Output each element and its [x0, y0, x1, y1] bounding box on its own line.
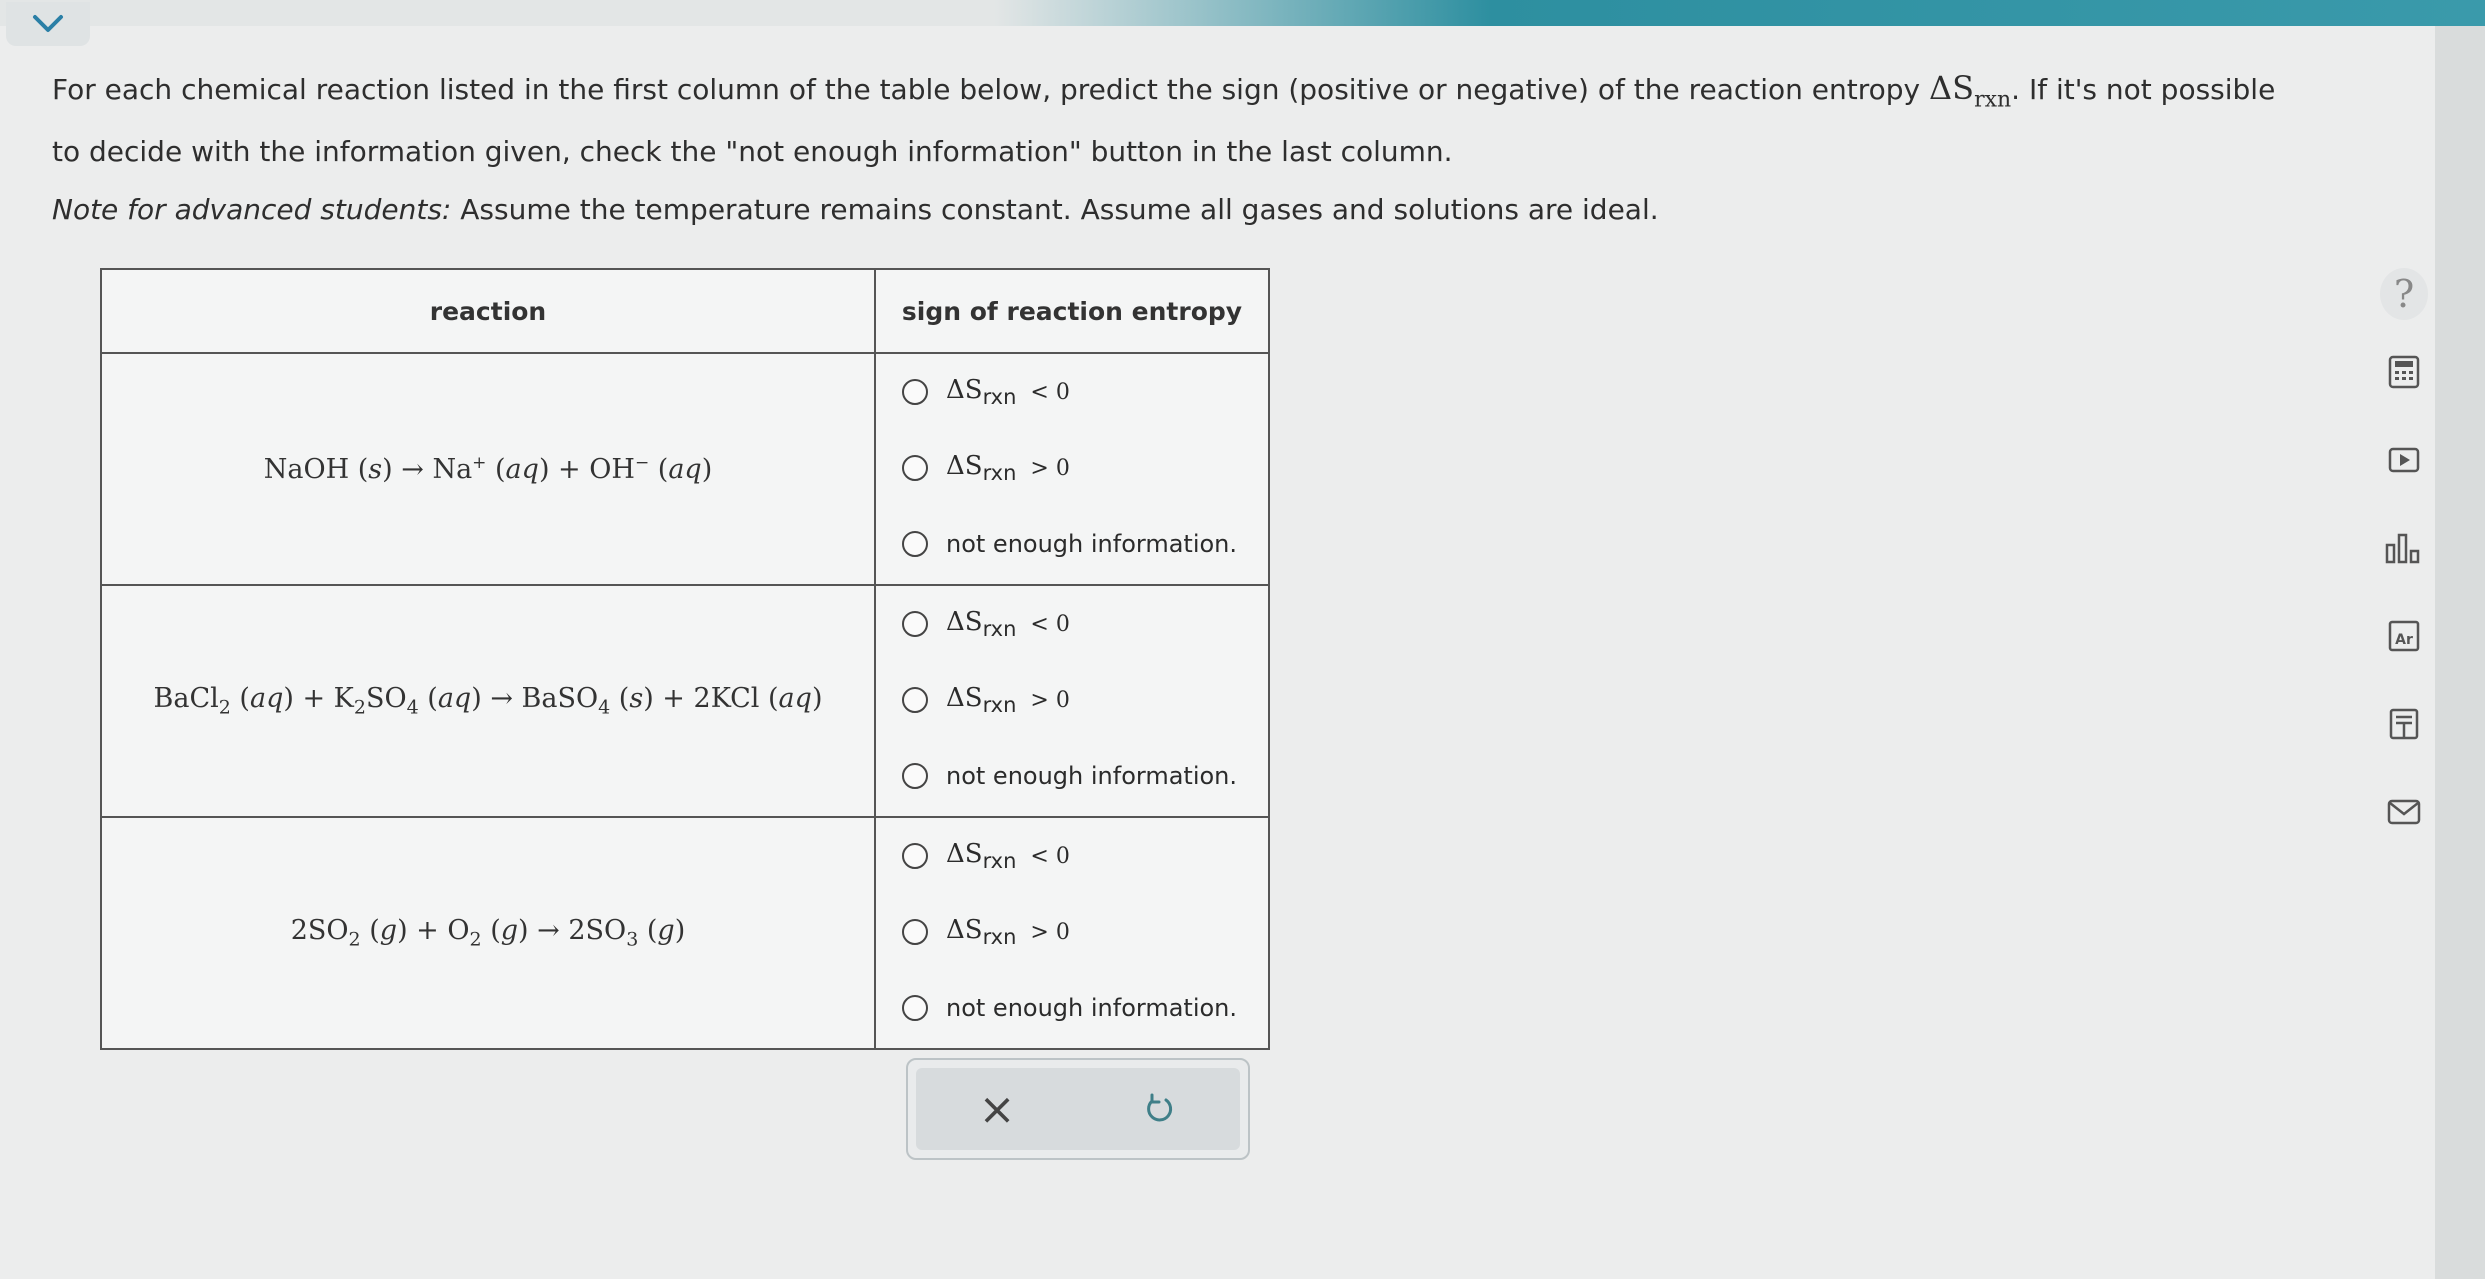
options-cell	[875, 817, 1269, 1049]
periodic-table-button[interactable]	[2380, 612, 2428, 660]
reaction-part: ) → Na	[382, 454, 473, 485]
reaction-part: (	[638, 915, 658, 947]
video-button[interactable]	[2380, 436, 2428, 484]
note-label: Note for advanced students:	[52, 193, 452, 227]
relation-greater-than: > 0	[1030, 919, 1070, 945]
reaction-part: s	[368, 454, 383, 485]
delta-s-symbol: ΔS	[946, 450, 983, 481]
help-icon: ?	[2380, 268, 2428, 320]
reaction-part: ) + O	[397, 915, 470, 947]
rxn-subscript: rxn	[1974, 87, 2012, 113]
radio-button[interactable]	[902, 379, 928, 405]
column-header-reaction: reaction	[101, 269, 875, 353]
reaction-part: g	[379, 915, 398, 947]
reaction-part: (	[649, 454, 669, 485]
relation-less-than: < 0	[1030, 843, 1070, 869]
reaction-part: aq	[668, 454, 702, 485]
undo-icon	[1142, 1092, 1176, 1126]
delta-s-rxn	[946, 607, 1016, 641]
note	[52, 184, 2302, 236]
radio-button[interactable]	[902, 455, 928, 481]
top-bar	[0, 0, 2485, 26]
table-header-row	[101, 269, 1269, 353]
option-label: not enough information.	[946, 994, 1238, 1022]
relation-less-than: < 0	[1030, 379, 1070, 405]
collapse-button[interactable]	[6, 2, 90, 46]
mail-button[interactable]	[2380, 788, 2428, 836]
rxn-subscript: rxn	[982, 617, 1017, 642]
reaction-part: (	[610, 683, 630, 715]
relation-greater-than: > 0	[1030, 455, 1070, 481]
reaction-part: g	[657, 915, 675, 947]
table-row	[101, 817, 1269, 1049]
column-header-sign: sign of reaction entropy	[875, 269, 1269, 353]
mail-icon	[2386, 797, 2422, 827]
textbook-button[interactable]	[2380, 700, 2428, 748]
reaction-part: s	[629, 683, 644, 715]
option-positive[interactable]	[902, 430, 1268, 506]
option-not-enough-info[interactable]	[902, 506, 1268, 582]
instructions	[52, 62, 2302, 236]
reaction-part: (	[418, 683, 438, 715]
reaction-part: 2SO	[290, 915, 349, 947]
reaction-part: ) → 2SO	[518, 915, 627, 947]
option-negative[interactable]	[902, 818, 1268, 894]
delta-s-symbol: ΔS	[946, 682, 983, 713]
video-icon	[2387, 443, 2421, 477]
reaction-part: aq	[249, 683, 284, 715]
chart-icon	[2384, 531, 2424, 565]
reaction-part: +	[472, 453, 487, 473]
reaction-part: g	[500, 915, 519, 947]
delta-s-rxn	[946, 839, 1016, 873]
periodic-table-icon	[2387, 619, 2421, 653]
answer-actions-inner	[916, 1068, 1240, 1150]
radio-button[interactable]	[902, 611, 928, 637]
radio-button[interactable]	[902, 843, 928, 869]
delta-s-symbol: ΔS	[946, 606, 983, 637]
close-icon: ×	[978, 1083, 1016, 1135]
reaction-part: 4	[598, 696, 611, 719]
option-not-enough-info[interactable]	[902, 738, 1268, 814]
reaction-part: )	[701, 454, 713, 485]
delta-s-rxn	[946, 451, 1016, 485]
radio-button[interactable]	[902, 763, 928, 789]
chart-button[interactable]	[2380, 524, 2428, 572]
rxn-subscript: rxn	[982, 693, 1017, 718]
option-positive[interactable]	[902, 662, 1268, 738]
reaction-part: ) + K	[283, 683, 354, 715]
table-row	[101, 585, 1269, 817]
undo-button[interactable]	[1129, 1079, 1189, 1139]
reaction-part: ) + OH	[538, 454, 635, 485]
note-text: Assume the temperature remains constant. Assume all gases and solutions are ideal.	[460, 193, 1659, 227]
calculator-button[interactable]	[2380, 348, 2428, 396]
option-not-enough-info[interactable]	[902, 970, 1268, 1046]
reaction-part: (	[486, 454, 506, 485]
reaction-part: aq	[437, 683, 472, 715]
reaction-part: NaOH (	[263, 454, 369, 485]
reaction-part: (	[230, 683, 250, 715]
reaction-part: 2	[353, 696, 366, 719]
reaction-part: ) → BaSO	[471, 683, 599, 715]
reaction-cell	[101, 585, 875, 817]
reaction-part: −	[634, 453, 650, 473]
rxn-subscript: rxn	[982, 925, 1017, 950]
reaction-part: SO	[365, 683, 407, 715]
reaction-part: ) + 2KCl (	[643, 683, 779, 715]
table-row	[101, 353, 1269, 585]
relation-greater-than: > 0	[1030, 687, 1070, 713]
rxn-subscript: rxn	[982, 849, 1017, 874]
textbook-icon	[2387, 707, 2421, 741]
reaction-part: 2	[348, 928, 361, 951]
delta-s-rxn	[1929, 69, 2012, 113]
relation-less-than: < 0	[1030, 611, 1070, 637]
radio-button[interactable]	[902, 687, 928, 713]
reaction-cell	[101, 353, 875, 585]
reaction-part: 3	[626, 928, 639, 951]
instruction-line-1	[52, 62, 2302, 126]
help-button[interactable]	[2380, 270, 2428, 318]
rxn-subscript: rxn	[982, 385, 1017, 410]
instruction-text-cont: . If it's not possible	[2011, 73, 2276, 106]
reaction-part: (	[481, 915, 501, 947]
reaction-part: aq	[505, 454, 539, 485]
radio-button[interactable]	[902, 531, 928, 557]
radio-button[interactable]	[902, 995, 928, 1021]
delta-s-symbol: ΔS	[946, 838, 983, 869]
clear-button[interactable]	[967, 1079, 1027, 1139]
reaction-part: )	[674, 915, 686, 947]
delta-s-symbol: ΔS	[1929, 69, 1975, 107]
calculator-icon	[2387, 355, 2421, 389]
options-cell	[875, 353, 1269, 585]
instruction-text: For each chemical reaction listed in the first column of the table below, predict the sign (positive or negative) of the reaction entropy	[52, 73, 1921, 106]
option-positive[interactable]	[902, 894, 1268, 970]
reaction-part: (	[360, 915, 380, 947]
reaction-part: BaCl	[153, 683, 219, 715]
options-cell	[875, 585, 1269, 817]
instruction-line-2: to decide with the information given, check the "not enough information" button in the last column.	[52, 135, 1453, 169]
radio-button[interactable]	[902, 919, 928, 945]
reaction-part: aq	[778, 683, 812, 715]
reaction-part: )	[811, 683, 823, 715]
option-label: not enough information.	[946, 762, 1238, 790]
reaction-table	[100, 268, 1270, 1050]
reaction-cell	[101, 817, 875, 1049]
option-negative[interactable]	[902, 586, 1268, 662]
chevron-down-icon	[31, 13, 65, 35]
answer-actions	[906, 1058, 1250, 1160]
option-label: not enough information.	[946, 530, 1238, 558]
delta-s-rxn	[946, 915, 1016, 949]
reaction-part: 4	[406, 696, 419, 719]
reaction-part: 2	[218, 696, 231, 719]
delta-s-rxn	[946, 375, 1016, 409]
delta-s-symbol: ΔS	[946, 374, 983, 405]
tool-rail	[2380, 270, 2450, 876]
delta-s-symbol: ΔS	[946, 914, 983, 945]
svg-text:Ar: Ar	[2395, 632, 2413, 648]
reaction-part: 2	[469, 928, 482, 951]
rxn-subscript: rxn	[982, 461, 1017, 486]
delta-s-rxn	[946, 683, 1016, 717]
option-negative[interactable]	[902, 354, 1268, 430]
